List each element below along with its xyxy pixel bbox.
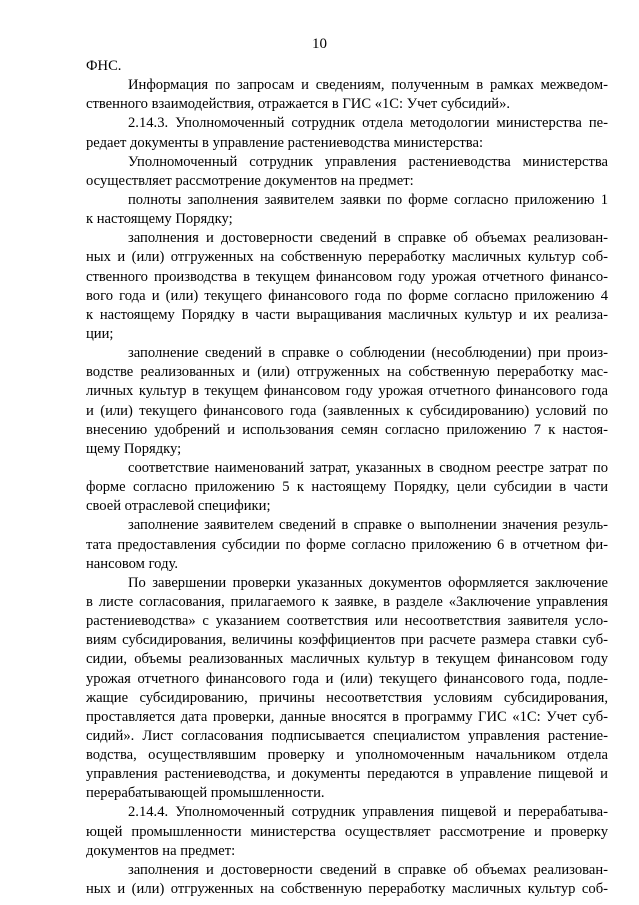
text-line: внесению удобрений и использования семян согласно приложению 7 к настоя- xyxy=(86,421,608,438)
text-line: осуществляет рассмотрение документов на предмет: xyxy=(86,172,414,189)
text-line: к настоящему Порядку в части выращивания масличных культур и их реализа- xyxy=(86,306,608,323)
text-line: жащие субсидированию, причины несоответствия условиям субсидирования, xyxy=(86,689,608,706)
text-line: к настоящему Порядку; xyxy=(86,211,233,228)
text-line: перерабатывающей промышленности. xyxy=(86,785,325,802)
text-line: заполнение сведений в справке о соблюдении (несоблюдении) при произ- xyxy=(128,345,608,362)
text-line: своей отраслевой специфики; xyxy=(86,498,271,515)
text-line: нансовом году. xyxy=(86,555,178,572)
text-line: Уполномоченный сотрудник управления растениеводства министерства xyxy=(128,153,608,170)
text-line: заполнения и достоверности сведений в справке об объемах реализован- xyxy=(128,861,608,878)
text-line: ФНС. xyxy=(86,58,122,74)
text-line: сидии, объемы реализованных масличных культур в текущем финансовом году xyxy=(86,651,608,668)
text-line: 2.14.4. Уполномоченный сотрудник управления пищевой и перерабатыва- xyxy=(128,804,608,821)
text-line: редает документы в управление растениеводства министерства: xyxy=(86,134,484,151)
text-line: 2.14.3. Уполномоченный сотрудник отдела методологии министерства пе- xyxy=(128,115,608,132)
text-line: личных культур в текущем финансовом году урожая отчетного финансового года xyxy=(86,383,608,400)
text-line: в листе согласования, прилагаемого к заявке, в разделе «Заключение управления xyxy=(86,593,608,610)
text-line: вого года и (или) текущего финансового года по форме согласно приложению 4 xyxy=(86,287,608,304)
text-line: проставляется дата проверки, данные вносятся в программу ГИС «1С: Учет суб- xyxy=(86,708,608,725)
text-line: Информация по запросам и сведениям, полученным в рамках межведом- xyxy=(128,77,608,94)
page-number: 10 xyxy=(312,36,327,52)
text-line: водстве реализованных и (или) отгруженных на собственную переработку мас- xyxy=(86,364,608,381)
text-line: ных и (или) отгруженных на собственную переработку масличных культур соб- xyxy=(86,881,608,898)
text-line: форме согласно приложению 5 к настоящему Порядку, цели субсидии в части xyxy=(86,479,608,496)
text-line: урожая отчетного финансового года и (или) текущего финансового года, подле- xyxy=(86,670,608,687)
document-body xyxy=(86,57,608,899)
text-line: ственного взаимодействия, отражается в ГИС «1С: Учет субсидий». xyxy=(86,96,511,113)
text-line: щему Порядку; xyxy=(86,440,182,457)
text-line: полноты заполнения заявителем заявки по форме согласно приложению 1 xyxy=(128,191,608,208)
text-line: ции; xyxy=(86,325,114,342)
text-line: ных и (или) отгруженных на собственную переработку масличных культур соб- xyxy=(86,249,608,266)
text-line: ющей промышленности министерства осуществляет рассмотрение и проверку xyxy=(86,823,608,840)
text-line: растениеводства» с указанием соответствия или несоответствия заявителя усло- xyxy=(86,613,608,630)
text-line: сидий». Лист согласования подписывается специалистом управления растение- xyxy=(86,727,608,744)
text-line: заполнения и достоверности сведений в справке об объемах реализован- xyxy=(128,230,608,247)
text-line: тата предоставления субсидии по форме согласно приложению 6 в отчетном фи- xyxy=(86,536,608,553)
text-line: соответствие наименований затрат, указанных в сводном реестре затрат по xyxy=(128,459,608,476)
text-line: заполнение заявителем сведений в справке о выполнении значения резуль- xyxy=(128,517,608,534)
text-line: документов на предмет: xyxy=(86,842,236,859)
text-line: управления растениеводства, и документы передаются в управление пищевой и xyxy=(86,766,608,783)
text-line: ственного производства в текущем финансовом году урожая отчетного финансо- xyxy=(86,268,608,285)
text-line: виям субсидирования, величины коэффициентов при расчете размера ставки суб- xyxy=(86,632,608,649)
text-line: По завершении проверки указанных документов оформляется заключение xyxy=(128,574,608,591)
text-line: водства, осуществлявшим проверку и уполномоченным начальником отдела xyxy=(86,747,608,764)
text-line: и (или) текущего финансового года (заявленных к субсидированию) условий по xyxy=(86,402,608,419)
